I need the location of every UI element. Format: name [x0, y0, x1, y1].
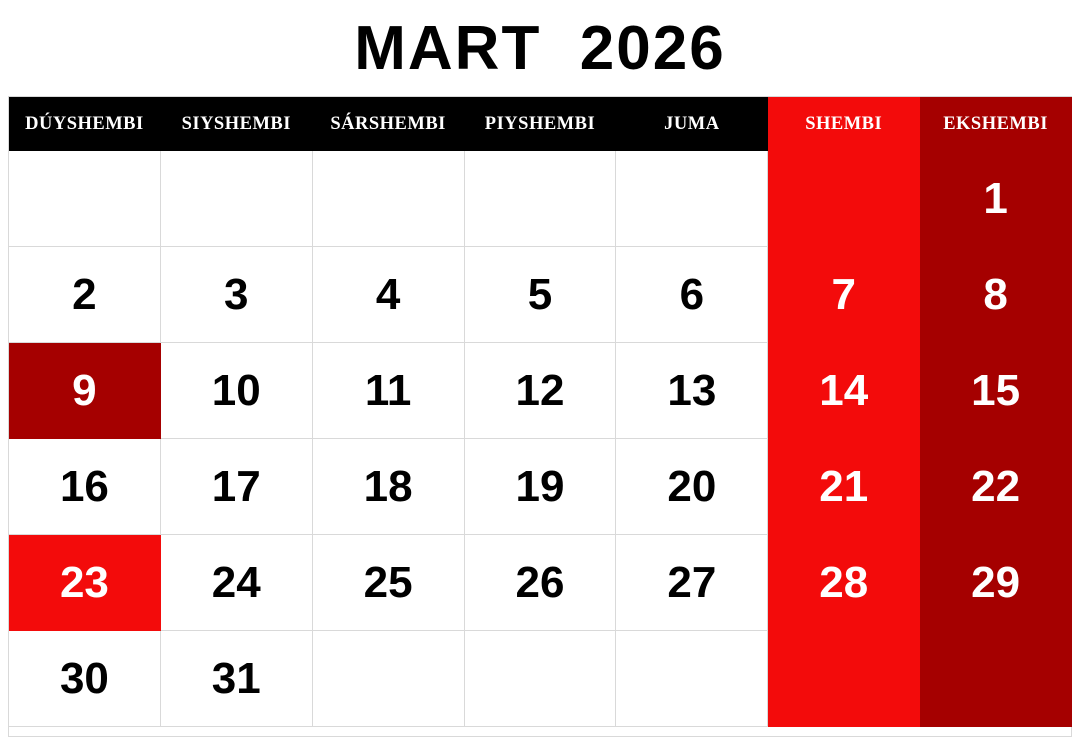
weekday-header-wednesday: SÁRSHEMBI	[313, 97, 465, 151]
day-cell: 12	[465, 343, 617, 439]
day-cell: 29	[920, 535, 1072, 631]
weekday-header-sunday: EKSHEMBI	[920, 97, 1072, 151]
day-cell	[465, 151, 617, 247]
day-cell: 8	[920, 247, 1072, 343]
day-cell: 19	[465, 439, 617, 535]
weekday-header-tuesday: SIYSHEMBI	[161, 97, 313, 151]
weekday-header-thursday: PIYSHEMBI	[465, 97, 617, 151]
day-cell: 11	[313, 343, 465, 439]
day-cell: 14	[768, 343, 920, 439]
day-cell: 15	[920, 343, 1072, 439]
day-cell	[161, 151, 313, 247]
day-cell: 2	[9, 247, 161, 343]
day-cell: 28	[768, 535, 920, 631]
day-cell: 26	[465, 535, 617, 631]
calendar-grid	[8, 96, 1072, 727]
day-cell: 1	[920, 151, 1072, 247]
day-cell: 3	[161, 247, 313, 343]
day-cell: 21	[768, 439, 920, 535]
day-cell: 5	[465, 247, 617, 343]
day-cell: 18	[313, 439, 465, 535]
day-cell	[313, 151, 465, 247]
day-cell	[920, 631, 1072, 727]
day-cell: 7	[768, 247, 920, 343]
day-cell	[465, 631, 617, 727]
day-cell: 17	[161, 439, 313, 535]
day-cell	[616, 151, 768, 247]
calendar-bottom-edge	[8, 727, 1072, 737]
day-cell: 10	[161, 343, 313, 439]
day-cell	[768, 631, 920, 727]
day-cell	[768, 151, 920, 247]
day-cell: 31	[161, 631, 313, 727]
weekday-header-saturday: SHEMBI	[768, 97, 920, 151]
day-cell: 20	[616, 439, 768, 535]
day-cell	[313, 631, 465, 727]
day-cell: 25	[313, 535, 465, 631]
day-cell: 24	[161, 535, 313, 631]
day-cell: 6	[616, 247, 768, 343]
day-cell: 13	[616, 343, 768, 439]
day-cell: 16	[9, 439, 161, 535]
day-cell-holiday: 9	[9, 343, 161, 439]
day-cell: 30	[9, 631, 161, 727]
day-cell-holiday: 23	[9, 535, 161, 631]
day-cell	[616, 631, 768, 727]
weekday-header-monday: DÚYSHEMBI	[9, 97, 161, 151]
weekday-header-friday: JUMA	[616, 97, 768, 151]
day-cell: 4	[313, 247, 465, 343]
day-cell	[9, 151, 161, 247]
day-cell: 27	[616, 535, 768, 631]
day-cell: 22	[920, 439, 1072, 535]
calendar-title: MART 2026	[354, 13, 726, 83]
